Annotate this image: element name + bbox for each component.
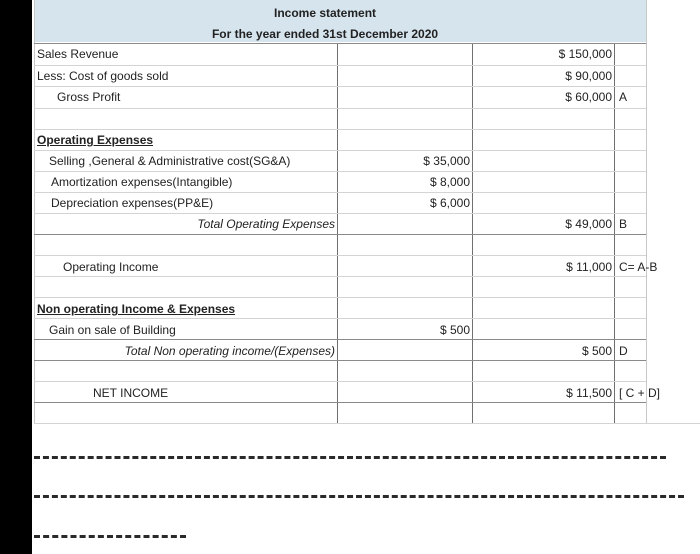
total-opex-note: B — [619, 217, 628, 231]
grid-line — [34, 276, 646, 277]
operating-income-note: C= A-B — [619, 260, 658, 274]
grid-line — [34, 43, 646, 44]
depreciation-label: Depreciation expenses(PP&E) — [51, 196, 214, 210]
grid-line — [34, 213, 646, 214]
depreciation-amount: $ 6,000 — [429, 196, 470, 210]
grid-line — [34, 423, 700, 424]
grid-line — [34, 192, 646, 193]
nonop-heading: Non operating Income & Expenses — [37, 302, 236, 316]
spreadsheet — [32, 0, 700, 430]
gross-profit-label: Gross Profit — [57, 90, 121, 104]
net-income-label: NET INCOME — [93, 386, 169, 400]
dashed-divider — [34, 535, 186, 538]
amortization-label: Amortization expenses(Intangible) — [51, 175, 233, 189]
grid-line — [34, 402, 646, 403]
cogs-label: Less: Cost of goods sold — [37, 69, 169, 83]
grid-line — [34, 381, 646, 382]
sga-amount: $ 35,000 — [423, 154, 470, 168]
grid-line — [34, 255, 646, 256]
dashed-divider — [34, 456, 666, 459]
grid-line — [34, 150, 646, 151]
grid-line — [34, 171, 646, 172]
amortization-amount: $ 8,000 — [429, 175, 470, 189]
opex-heading: Operating Expenses — [37, 133, 154, 147]
operating-income-label: Operating Income — [63, 260, 159, 274]
dashed-divider — [34, 495, 684, 498]
net-income-total: $ 11,500 — [566, 386, 612, 400]
total-nonop-total: $ 500 — [581, 344, 612, 358]
grid-line — [646, 0, 647, 424]
grid-line — [34, 108, 646, 109]
grid-line — [34, 297, 646, 298]
gain-building-amount: $ 500 — [439, 323, 470, 337]
gross-profit-total: $ 60,000 — [565, 90, 612, 104]
sales-revenue-label: Sales Revenue — [37, 47, 119, 61]
net-income-note: [ C + D] — [619, 386, 661, 400]
grid-line — [34, 234, 646, 235]
cogs-total: $ 90,000 — [565, 69, 612, 83]
sales-revenue-total: $ 150,000 — [558, 47, 612, 61]
total-nonop-note: D — [619, 344, 628, 358]
total-nonop-label: Total Non operating income/(Expenses) — [124, 344, 335, 358]
operating-income-total: $ 11,000 — [566, 260, 612, 274]
statement-title: Income statement — [273, 6, 377, 20]
total-opex-total: $ 49,000 — [565, 217, 612, 231]
sga-label: Selling ,General & Administrative cost(SG&A) — [49, 154, 291, 168]
grid-line — [34, 129, 646, 130]
grid-line — [34, 360, 646, 361]
total-opex-label: Total Operating Expenses — [197, 217, 335, 231]
grid-line — [34, 86, 646, 87]
grid-line — [34, 318, 646, 319]
grid-line — [34, 339, 646, 340]
gain-building-label: Gain on sale of Building — [49, 323, 176, 337]
gross-profit-note: A — [619, 90, 628, 104]
grid-line — [34, 65, 646, 66]
statement-subtitle: For the year ended 31st December 2020 — [211, 27, 439, 41]
left-black-bar — [0, 0, 32, 554]
